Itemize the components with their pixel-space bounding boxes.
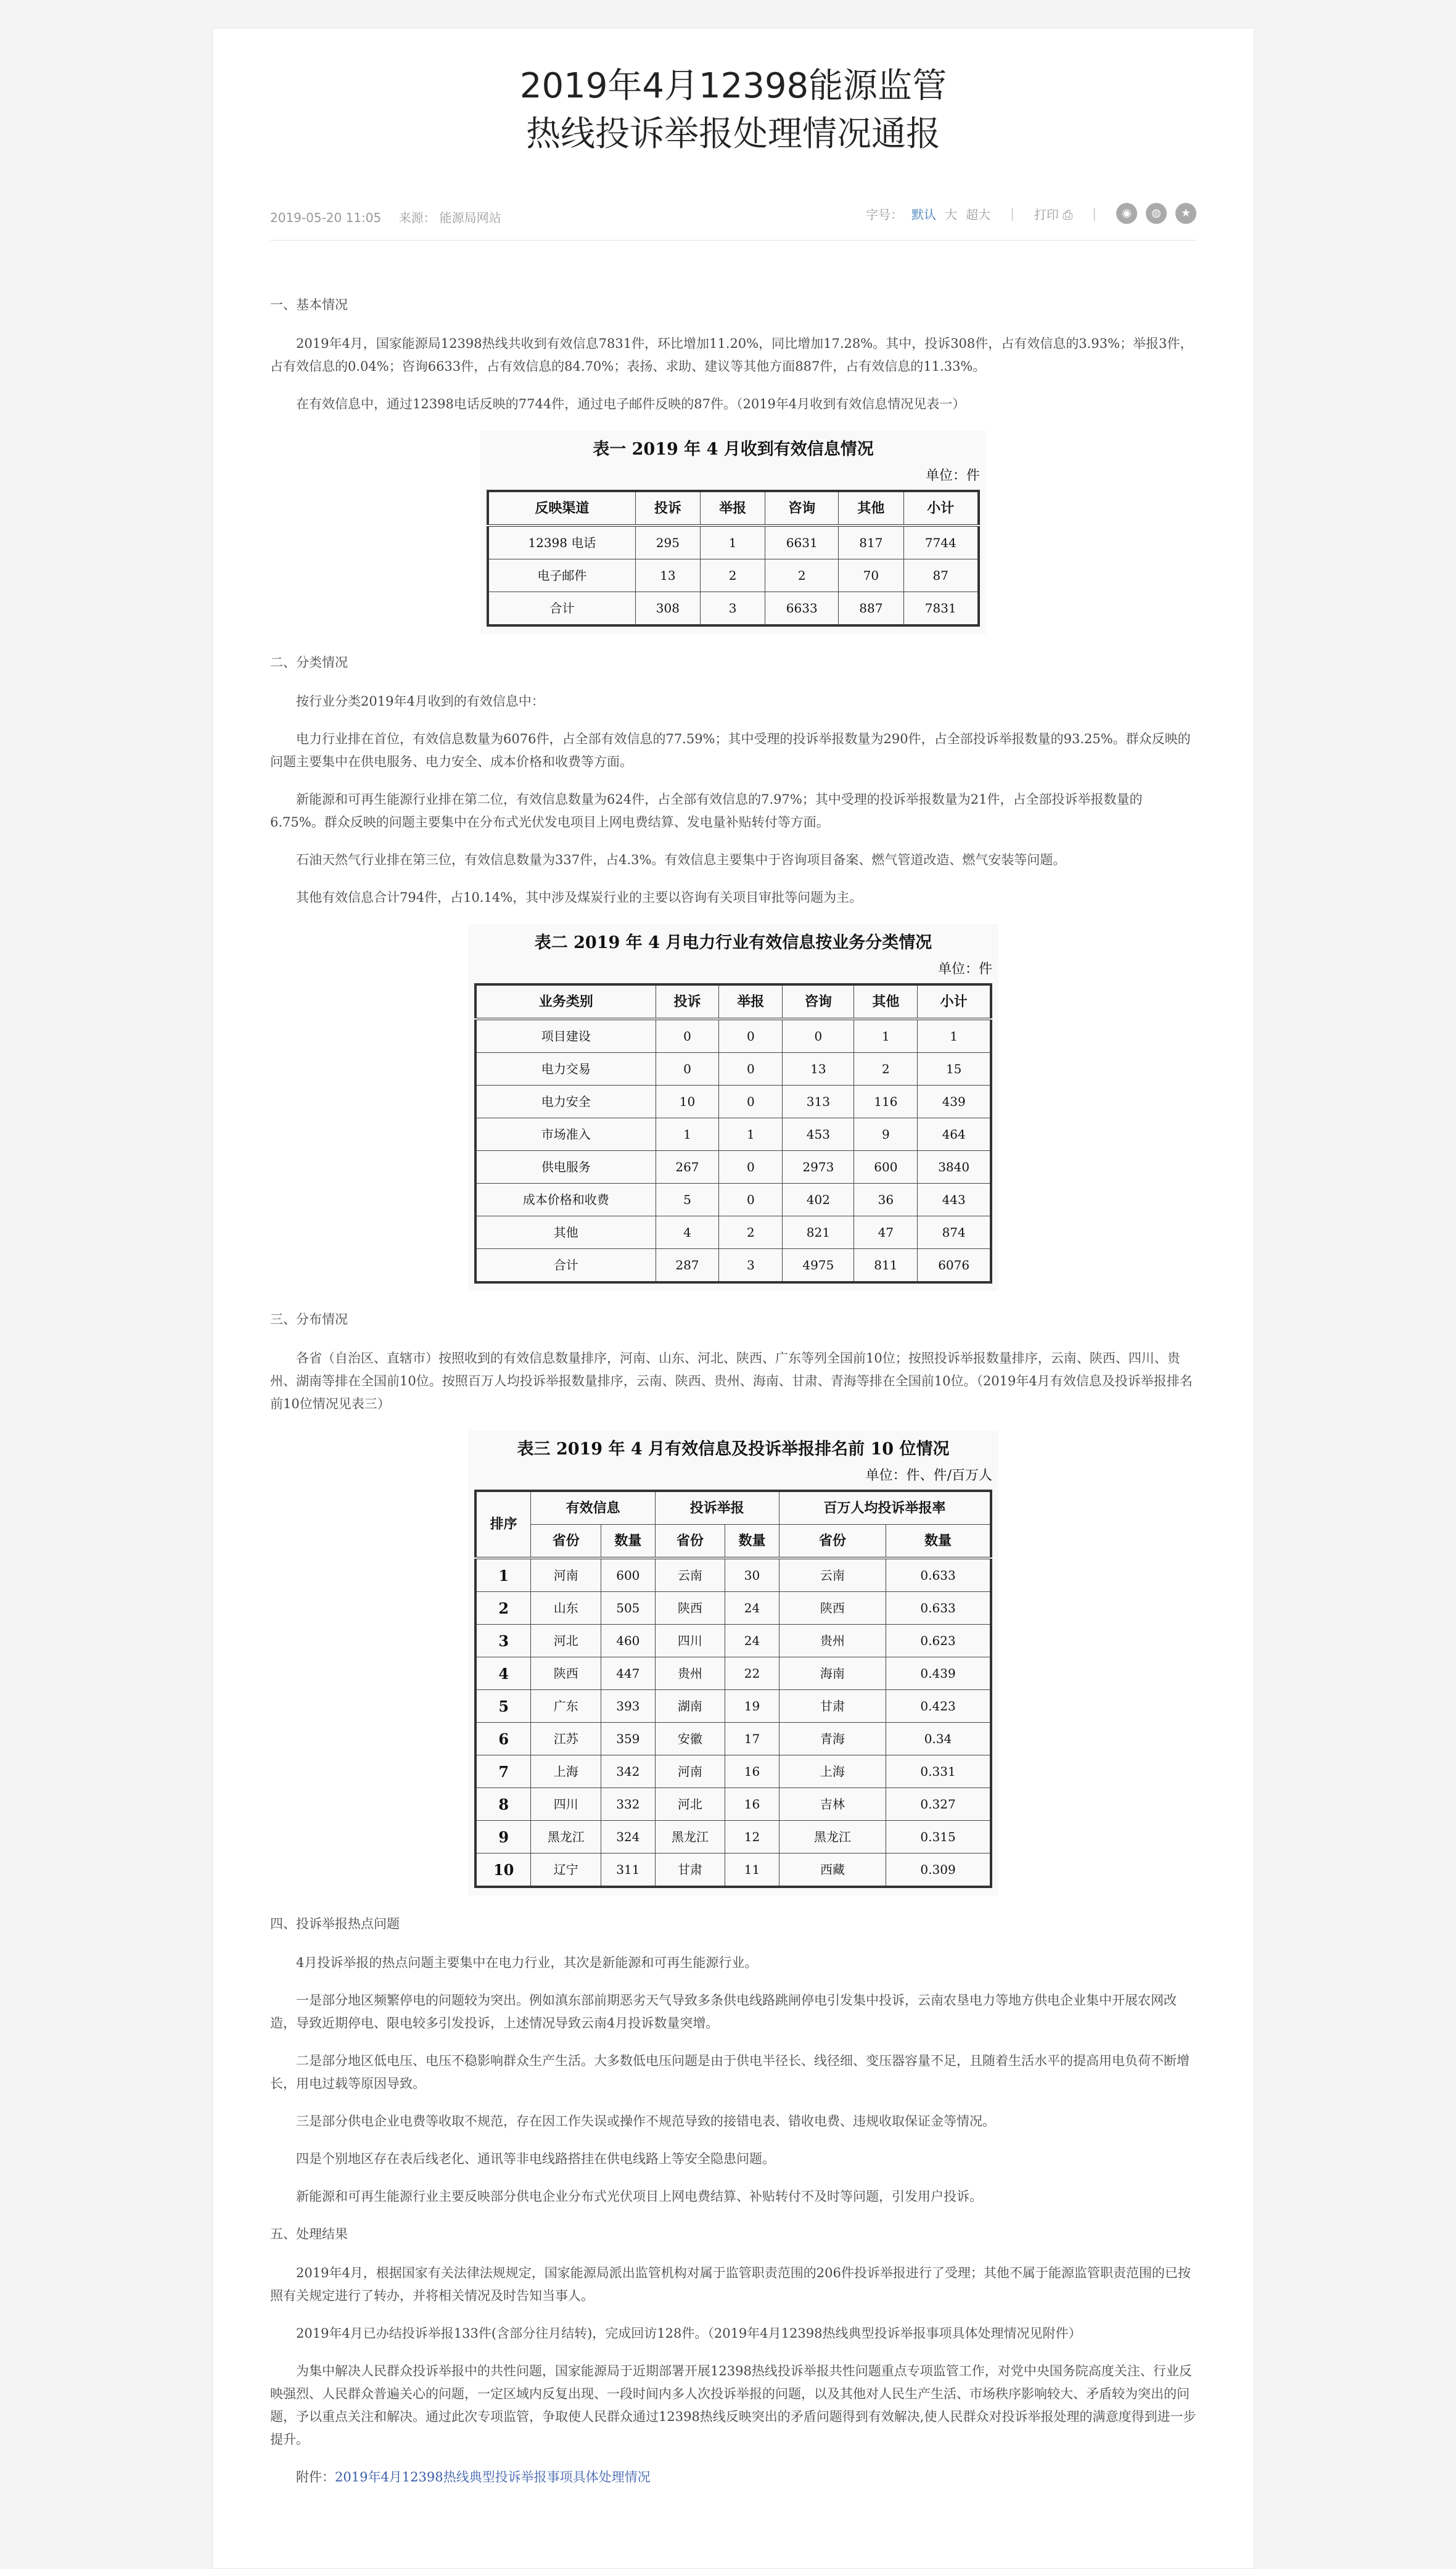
table-cell: 443 xyxy=(918,1184,991,1216)
section-heading: 五、处理结果 xyxy=(270,2227,348,2241)
table-cell: 87 xyxy=(903,559,979,592)
table-cell: 447 xyxy=(601,1657,655,1690)
table-header: 举报 xyxy=(701,491,765,526)
table-cell: 0.327 xyxy=(886,1788,991,1821)
table-cell: 贵州 xyxy=(779,1625,886,1657)
article-body xyxy=(270,294,1196,2504)
table-cell: 0.633 xyxy=(886,1558,991,1592)
table-cell: 332 xyxy=(601,1788,655,1821)
table-header: 数量 xyxy=(601,1525,655,1559)
table-cell: 16 xyxy=(725,1755,779,1788)
table-row xyxy=(488,592,979,626)
print-button[interactable] xyxy=(1034,205,1072,223)
table2-unit: 单位：件 xyxy=(937,962,992,977)
table-cell: 0 xyxy=(719,1019,783,1053)
table-header: 省份 xyxy=(531,1525,601,1559)
table-row xyxy=(475,1854,991,1887)
table-cell: 16 xyxy=(725,1788,779,1821)
font-size-xlarge[interactable]: 超大 xyxy=(966,207,991,222)
table-cell: 817 xyxy=(839,526,903,559)
table-cell: 402 xyxy=(783,1184,854,1216)
table-cell: 合计 xyxy=(488,592,635,626)
table-cell: 电力交易 xyxy=(475,1053,656,1086)
table-row xyxy=(475,1592,991,1625)
table-cell: 黑龙江 xyxy=(779,1821,886,1854)
table-cell: 项目建设 xyxy=(475,1019,656,1053)
table-cell: 其他 xyxy=(475,1216,656,1249)
table-cell: 陕西 xyxy=(531,1657,601,1690)
table-cell: 0.315 xyxy=(886,1821,991,1854)
table-header: 数量 xyxy=(725,1525,779,1559)
paragraph: 新能源和可再生能源行业主要反映部分供电企业分布式光伏项目上网电费结算、补贴转付不及时等问题，引发用户投诉。 xyxy=(296,2189,982,2204)
table-cell: 电子邮件 xyxy=(488,559,635,592)
table-cell: 西藏 xyxy=(779,1854,886,1887)
table-cell: 600 xyxy=(854,1151,918,1184)
paragraph: 石油天然气行业排在第三位，有效信息数量为337件，占4.3%。有效信息主要集中于咨询项目备案、燃气管道改造、燃气安装等问题。 xyxy=(296,852,1066,867)
table-row xyxy=(475,1019,991,1053)
table-cell: 黑龙江 xyxy=(655,1821,725,1854)
table-row xyxy=(475,1216,991,1249)
table-row xyxy=(475,1821,991,1854)
table-cell: 5 xyxy=(475,1690,531,1723)
table-cell: 116 xyxy=(854,1086,918,1118)
divider: | xyxy=(1010,206,1014,221)
table-header: 投诉 xyxy=(656,984,719,1019)
wechat-icon[interactable]: ◍ xyxy=(1146,203,1167,224)
table-header: 其他 xyxy=(839,491,903,526)
table-row xyxy=(475,1053,991,1086)
table-cell: 0 xyxy=(783,1019,854,1053)
table-row xyxy=(475,1558,991,1592)
table-cell: 4 xyxy=(475,1657,531,1690)
table-cell: 342 xyxy=(601,1755,655,1788)
font-size-label: 字号： xyxy=(866,207,903,222)
table-cell: 0 xyxy=(719,1184,783,1216)
table2 xyxy=(474,983,992,1284)
table-cell: 1 xyxy=(475,1558,531,1592)
table2-body xyxy=(475,1019,991,1282)
table-cell: 12 xyxy=(725,1821,779,1854)
table-cell: 313 xyxy=(783,1086,854,1118)
table3-body xyxy=(475,1558,991,1887)
table-cell: 市场准入 xyxy=(475,1118,656,1151)
table-cell: 河南 xyxy=(531,1558,601,1592)
table-cell: 811 xyxy=(854,1249,918,1283)
table-cell: 9 xyxy=(475,1821,531,1854)
table-row xyxy=(475,1086,991,1118)
table-cell: 324 xyxy=(601,1821,655,1854)
table-cell: 0 xyxy=(719,1151,783,1184)
table-cell: 7 xyxy=(475,1755,531,1788)
table-cell: 3840 xyxy=(918,1151,991,1184)
table2-figure xyxy=(468,924,998,1291)
table-cell: 295 xyxy=(635,526,700,559)
table-row xyxy=(475,1788,991,1821)
table-cell: 电力安全 xyxy=(475,1086,656,1118)
table-cell: 1 xyxy=(719,1118,783,1151)
table-cell: 成本价格和收费 xyxy=(475,1184,656,1216)
table-header: 省份 xyxy=(779,1525,886,1559)
table-cell: 合计 xyxy=(475,1249,656,1283)
table1-unit: 单位：件 xyxy=(925,468,980,484)
table-row xyxy=(488,526,979,559)
publish-date: 2019-05-20 11:05 xyxy=(270,210,382,225)
table-cell: 24 xyxy=(725,1592,779,1625)
table-cell: 2 xyxy=(719,1216,783,1249)
table-cell: 0.439 xyxy=(886,1657,991,1690)
table-group-header: 有效信息 xyxy=(531,1491,655,1525)
table-cell: 2 xyxy=(854,1053,918,1086)
table-cell: 甘肃 xyxy=(655,1854,725,1887)
article-meta-bar xyxy=(270,203,1196,241)
table-cell: 3 xyxy=(719,1249,783,1283)
table1 xyxy=(487,490,980,627)
table-cell: 2 xyxy=(765,559,839,592)
table-header: 小计 xyxy=(903,491,979,526)
table-header: 反映渠道 xyxy=(488,491,635,526)
table-cell: 0.623 xyxy=(886,1625,991,1657)
table-cell: 5 xyxy=(656,1184,719,1216)
paragraph: 新能源和可再生能源行业排在第二位，有效信息数量为624件，占全部有效信息的7.97%；其中受理的投诉举报数量为21件，占全部投诉举报数量的6.75%。群众反映的问题主要集中在分布式光伏发电项目上网电费结算、发电量补贴转付等方面。 xyxy=(270,792,1143,830)
table-cell: 600 xyxy=(601,1558,655,1592)
paragraph: 按行业分类2019年4月收到的有效信息中： xyxy=(296,694,545,709)
meta-right xyxy=(866,203,1196,224)
table-cell: 4975 xyxy=(783,1249,854,1283)
table-row xyxy=(475,1723,991,1755)
favorite-icon[interactable]: ★ xyxy=(1175,203,1196,224)
table-cell: 0.34 xyxy=(886,1723,991,1755)
table-cell: 10 xyxy=(656,1086,719,1118)
table-cell: 四川 xyxy=(531,1788,601,1821)
font-size-large[interactable]: 大 xyxy=(945,207,958,222)
table-header: 排序 xyxy=(475,1491,531,1558)
table-cell: 4 xyxy=(656,1216,719,1249)
table-cell: 393 xyxy=(601,1690,655,1723)
table-cell: 0.309 xyxy=(886,1854,991,1887)
table-header: 数量 xyxy=(886,1525,991,1559)
table3-unit: 单位：件、件/百万人 xyxy=(865,1468,992,1483)
attachment-label: 附件： xyxy=(296,2470,335,2484)
table3-figure xyxy=(468,1430,998,1895)
paragraph: 4月投诉举报的热点问题主要集中在电力行业，其次是新能源和可再生能源行业。 xyxy=(296,1955,758,1970)
table1-body xyxy=(488,526,979,625)
table-cell: 6076 xyxy=(918,1249,991,1283)
table-cell: 36 xyxy=(854,1184,918,1216)
table-cell: 821 xyxy=(783,1216,854,1249)
table-cell: 海南 xyxy=(779,1657,886,1690)
table3 xyxy=(474,1490,992,1888)
table-row xyxy=(475,1625,991,1657)
table-cell: 河南 xyxy=(655,1755,725,1788)
attachment xyxy=(270,2466,1196,2489)
table-cell: 359 xyxy=(601,1723,655,1755)
table-row xyxy=(475,1690,991,1723)
table-row xyxy=(475,1249,991,1283)
table-cell: 70 xyxy=(839,559,903,592)
table-cell: 0 xyxy=(656,1019,719,1053)
table-cell: 7744 xyxy=(903,526,979,559)
table-cell: 308 xyxy=(635,592,700,626)
table-cell: 0 xyxy=(719,1053,783,1086)
table-header: 咨询 xyxy=(783,984,854,1019)
table-cell: 453 xyxy=(783,1118,854,1151)
table-cell: 上海 xyxy=(779,1755,886,1788)
table-cell: 2 xyxy=(701,559,765,592)
table-row xyxy=(475,1118,991,1151)
table-header: 投诉 xyxy=(635,491,700,526)
table-cell: 0 xyxy=(719,1086,783,1118)
meta-left xyxy=(270,208,515,226)
table-cell: 青海 xyxy=(779,1723,886,1755)
table-cell: 0.331 xyxy=(886,1755,991,1788)
table-cell: 上海 xyxy=(531,1755,601,1788)
table-cell: 陕西 xyxy=(779,1592,886,1625)
table-cell: 24 xyxy=(725,1625,779,1657)
table-cell: 云南 xyxy=(655,1558,725,1592)
section-heading: 三、分布情况 xyxy=(270,1312,348,1327)
paragraph: 其他有效信息合计794件，占10.14%，其中涉及煤炭行业的主要以咨询有关项目审批等问题为主。 xyxy=(296,890,863,905)
table-cell: 3 xyxy=(701,592,765,626)
paragraph: 二是部分地区低电压、电压不稳影响群众生产生活。大多数低电压问题是由于供电半径长、线径细、变压器容量不足，且随着生活水平的提高用电负荷不断增长，用电过载等原因导致。 xyxy=(270,2053,1190,2091)
table-header: 其他 xyxy=(854,984,918,1019)
table-cell: 19 xyxy=(725,1690,779,1723)
table-cell: 1 xyxy=(918,1019,991,1053)
table-cell: 6633 xyxy=(765,592,839,626)
table-cell: 甘肃 xyxy=(779,1690,886,1723)
paragraph: 2019年4月，国家能源局12398热线共收到有效信息7831件，环比增加11.20%，同比增加17.28%。其中，投诉308件，占有效信息的3.93%；举报3件，占有效信息的0.04%；咨询6633件，占有效信息的84.70%；表扬、求助、建议等其他方面887件，占有效信息的11.33%。 xyxy=(270,336,1193,374)
table-cell: 1 xyxy=(701,526,765,559)
paragraph: 一是部分地区频繁停电的问题较为突出。例如滇东部前期恶劣天气导致多条供电线路跳闸停电引发集中投诉，云南农垦电力等地方供电企业集中开展农网改造，导致近期停电、限电较多引发投诉，上述情况导致云南4月投诉数量突增。 xyxy=(270,1993,1177,2031)
paragraph: 三是部分供电企业电费等收取不规范，存在因工作失误或操作不规范导致的接错电表、错收电费、违规收取保证金等情况。 xyxy=(296,2114,995,2129)
section-heading: 四、投诉举报热点问题 xyxy=(270,1916,400,1931)
table-cell: 13 xyxy=(635,559,700,592)
source-name: 能源局网站 xyxy=(439,210,501,225)
table-row xyxy=(475,1657,991,1690)
paragraph: 在有效信息中，通过12398电话反映的7744件，通过电子邮件反映的87件。（2019年4月收到有效信息情况见表一） xyxy=(296,397,966,411)
table-cell: 山东 xyxy=(531,1592,601,1625)
table-cell: 887 xyxy=(839,592,903,626)
print-label: 打印 xyxy=(1034,207,1059,222)
section-heading: 一、基本情况 xyxy=(270,297,348,312)
table-cell: 30 xyxy=(725,1558,779,1592)
source-label: 来源： xyxy=(398,210,436,225)
table-cell: 874 xyxy=(918,1216,991,1249)
table3-title: 表三 2019 年 4 月有效信息及投诉举报排名前 10 位情况 xyxy=(517,1440,950,1459)
table-cell: 2 xyxy=(475,1592,531,1625)
table-header: 举报 xyxy=(719,984,783,1019)
paragraph: 四是个别地区存在表后线老化、通讯等非电线路搭挂在供电线路上等安全隐患问题。 xyxy=(296,2151,775,2166)
table-cell: 吉林 xyxy=(779,1788,886,1821)
article-page xyxy=(212,28,1254,2569)
table-cell: 黑龙江 xyxy=(531,1821,601,1854)
title-line-1: 2019年4月12398能源监管 xyxy=(519,66,947,106)
table1-figure xyxy=(480,431,986,634)
page-title xyxy=(213,62,1254,159)
table-cell: 12398 电话 xyxy=(488,526,635,559)
divider: | xyxy=(1092,206,1096,221)
table-cell: 47 xyxy=(854,1216,918,1249)
table-cell: 河北 xyxy=(655,1788,725,1821)
paragraph: 电力行业排在首位，有效信息数量为6076件，占全部有效信息的77.59%；其中受理的投诉举报数量为290件，占全部投诉举报数量的93.25%。群众反映的问题主要集中在供电服务、电力安全、成本价格和收费等方面。 xyxy=(270,732,1191,769)
table-header: 业务类别 xyxy=(475,984,656,1019)
table-cell: 460 xyxy=(601,1625,655,1657)
table-row xyxy=(475,1184,991,1216)
table-cell: 四川 xyxy=(655,1625,725,1657)
table-row xyxy=(475,1151,991,1184)
title-line-2: 热线投诉举报处理情况通报 xyxy=(526,114,940,154)
table-cell: 3 xyxy=(475,1625,531,1657)
table-cell: 贵州 xyxy=(655,1657,725,1690)
table-cell: 河北 xyxy=(531,1625,601,1657)
table-cell: 云南 xyxy=(779,1558,886,1592)
table-cell: 陕西 xyxy=(655,1592,725,1625)
table-cell: 0 xyxy=(656,1053,719,1086)
paragraph: 2019年4月，根据国家有关法律法规规定，国家能源局派出监管机构对属于监管职责范围的206件投诉举报进行了受理；其他不属于能源监管职责范围的已按照有关规定进行了转办，并将相关情况及时告知当事人。 xyxy=(270,2266,1191,2303)
attachment-link[interactable]: 2019年4月12398热线典型投诉举报事项具体处理情况 xyxy=(335,2470,651,2484)
paragraph: 各省（自治区、直辖市）按照收到的有效信息数量排序，河南、山东、河北、陕西、广东等列全国前10位；按照投诉举报数量排序，云南、陕西、四川、贵州、湖南等排在全国前10位。按照百万人均投诉举报数量排序，云南、陕西、贵州、海南、甘肃、青海等排在全国前10位。（2019年4月有效信息及投诉举报排名前10位情况见表三） xyxy=(270,1351,1193,1411)
table-header: 咨询 xyxy=(765,491,839,526)
table-cell: 供电服务 xyxy=(475,1151,656,1184)
table-cell: 311 xyxy=(601,1854,655,1887)
table-cell: 22 xyxy=(725,1657,779,1690)
font-size-default[interactable]: 默认 xyxy=(911,207,937,222)
paragraph: 为集中解决人民群众投诉举报中的共性问题，国家能源局于近期部署开展12398热线投诉举报共性问题重点专项监管工作，对党中央国务院高度关注、行业反映强烈、人民群众普遍关心的问题，一定区域内反复出现、一段时间内多人次投诉举报的问题，以及其他对人民生产生活、市场秩序影响较大、矛盾较为突出的问题，予以重点关注和解决。通过此次专项监管，争取使人民群众通过12398热线反映突出的矛盾问题得到有效解决,使人民群众对投诉举报处理的满意度得到进一步提升。 xyxy=(270,2364,1196,2447)
table-cell: 广东 xyxy=(531,1690,601,1723)
table-cell: 10 xyxy=(475,1854,531,1887)
table-cell: 11 xyxy=(725,1854,779,1887)
table-row xyxy=(488,559,979,592)
paragraph: 2019年4月已办结投诉举报133件(含部分往月结转)，完成回访128件。（2019年4月12398热线典型投诉举报事项具体处理情况见附件） xyxy=(296,2326,1082,2341)
table-group-header: 投诉举报 xyxy=(655,1491,779,1525)
table-cell: 6 xyxy=(475,1723,531,1755)
weibo-icon[interactable]: ◉ xyxy=(1116,203,1137,224)
table-group-header: 百万人均投诉举报率 xyxy=(779,1491,991,1525)
table-cell: 7831 xyxy=(903,592,979,626)
table-cell: 辽宁 xyxy=(531,1854,601,1887)
table-cell: 湖南 xyxy=(655,1690,725,1723)
table-header: 小计 xyxy=(918,984,991,1019)
table-cell: 267 xyxy=(656,1151,719,1184)
table-cell: 江苏 xyxy=(531,1723,601,1755)
table-cell: 17 xyxy=(725,1723,779,1755)
table-cell: 1 xyxy=(656,1118,719,1151)
table-cell: 0.423 xyxy=(886,1690,991,1723)
table-cell: 2973 xyxy=(783,1151,854,1184)
table-cell: 8 xyxy=(475,1788,531,1821)
table-cell: 464 xyxy=(918,1118,991,1151)
table-cell: 13 xyxy=(783,1053,854,1086)
table-cell: 287 xyxy=(656,1249,719,1283)
table-cell: 安徽 xyxy=(655,1723,725,1755)
table-cell: 6631 xyxy=(765,526,839,559)
table-cell: 0.633 xyxy=(886,1592,991,1625)
table-row xyxy=(475,1755,991,1788)
table-cell: 9 xyxy=(854,1118,918,1151)
table-cell: 439 xyxy=(918,1086,991,1118)
table-header: 省份 xyxy=(655,1525,725,1559)
printer-icon: ⎙ xyxy=(1063,207,1073,222)
table1-title: 表一 2019 年 4 月收到有效信息情况 xyxy=(593,440,874,459)
table-cell: 1 xyxy=(854,1019,918,1053)
section-heading: 二、分类情况 xyxy=(270,655,348,670)
table2-title: 表二 2019 年 4 月电力行业有效信息按业务分类情况 xyxy=(534,933,932,952)
table-cell: 505 xyxy=(601,1592,655,1625)
table-cell: 15 xyxy=(918,1053,991,1086)
